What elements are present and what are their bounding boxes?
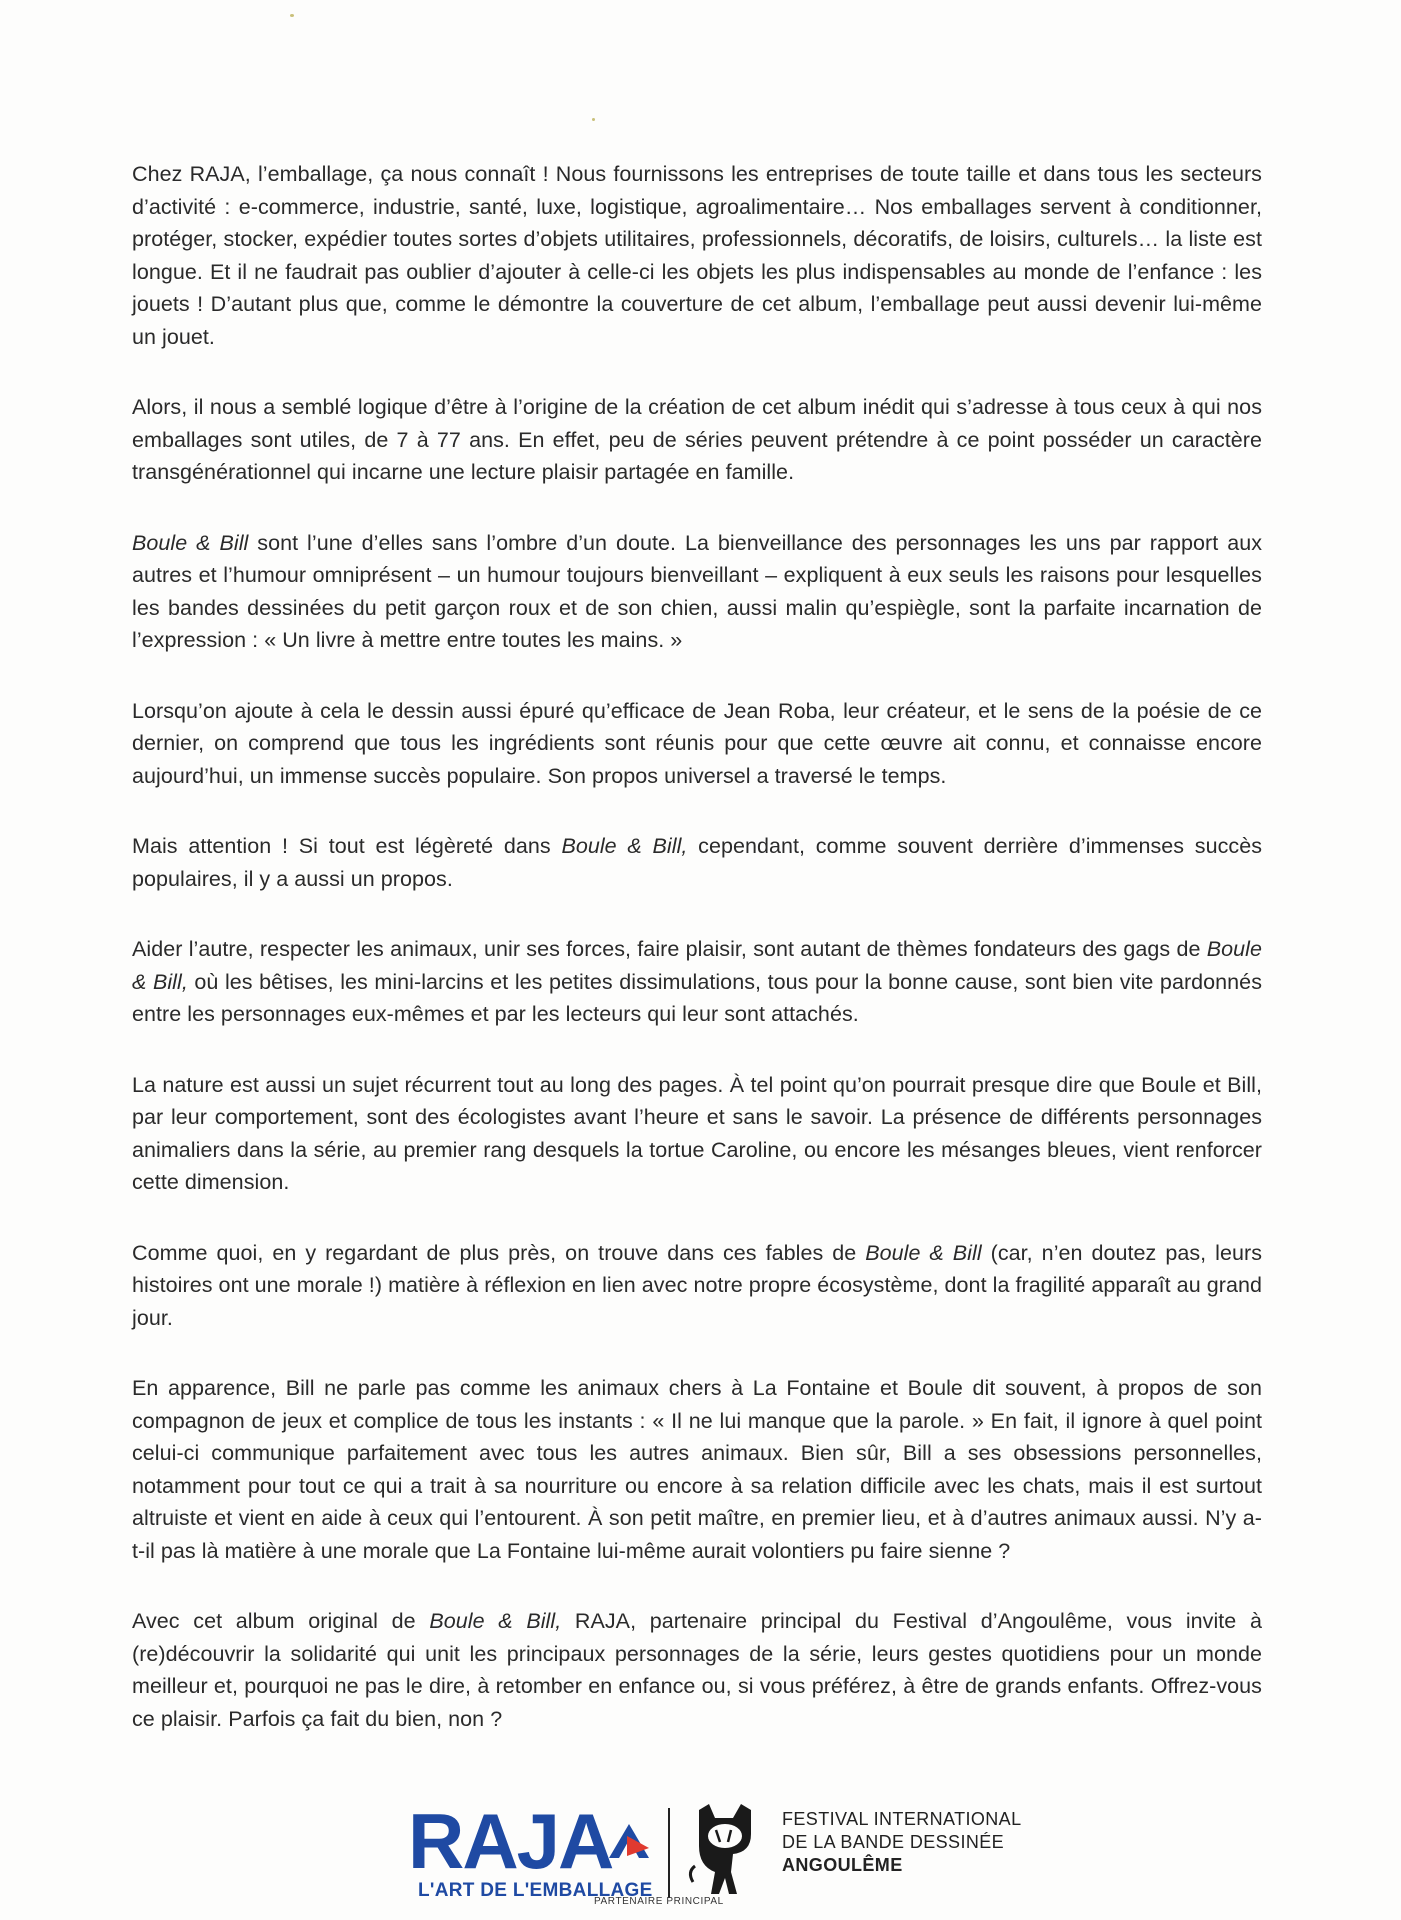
festival-line2: DE LA BANDE DESSINÉE bbox=[782, 1832, 1005, 1852]
raja-tagline: L'ART DE L'EMBALLAGE bbox=[418, 1880, 653, 1901]
paragraph bbox=[132, 1372, 1262, 1567]
italic-title: Boule & Bill bbox=[132, 530, 249, 555]
footer-logos bbox=[0, 1790, 1401, 1920]
paragraph bbox=[132, 695, 1262, 793]
text-run: sont l’une d’elles sans l’ombre d’un doute. La bienveillance des personnages les uns par rapport aux autres et l’humour omniprésent – un humour toujours bienveillant – expliquent à eux seuls les raisons pour lesquelles les bandes dessinées du petit garçon roux et de son chien, aussi malin qu’espiègle, sont la parfaite incarnation de l’expression : « Un livre à mettre entre toutes les mains. » bbox=[132, 530, 1263, 652]
text-run: Mais attention ! Si tout est légèreté dans bbox=[132, 834, 562, 858]
fauve-cat-icon bbox=[685, 1802, 765, 1902]
festival-line3: ANGOULÊME bbox=[782, 1855, 903, 1875]
paragraph bbox=[132, 933, 1262, 1031]
raja-logo-word: RAJA bbox=[408, 1797, 613, 1885]
logo-divider bbox=[668, 1808, 670, 1898]
paragraph bbox=[132, 830, 1262, 895]
scan-speck bbox=[290, 14, 294, 17]
italic-title: Boule & Bill, bbox=[132, 937, 1262, 994]
text-run: cependant, comme souvent derrière d’immenses succès populaires, il y a aussi un propos. bbox=[132, 834, 1263, 891]
text-run: RAJA, partenaire principal du Festival d’Angoulême, vous invite à (re)découvrir la solidarité qui unit les principaux personnages de la série, leurs gestes quotidiens pour un monde meilleur et, pourquoi ne pas le dire, à retomber en enfance ou, si vous préférez, à être de grands enfants. Offrez-vous ce plaisir. Parfois ça fait du bien, non ? bbox=[132, 1609, 1262, 1731]
text-run: Aider l’autre, respecter les animaux, unir ses forces, faire plaisir, sont autant de thèmes fondateurs des gags de bbox=[132, 937, 1207, 961]
text-run: où les bêtises, les mini-larcins et les petites dissimulations, tous pour la bonne cause, sont bien vite pardonnés entre les personnages eux-mêmes et par les lecteurs qui leur sont attachés. bbox=[132, 969, 1262, 1026]
text-run: Lorsqu’on ajoute à cela le dessin aussi épuré qu’efficace de Jean Roba, leur créateur, et le sens de la poésie de ce dernier, on comprend que tous les ingrédients sont réunis pour que cette œuvre ait connu, et connaisse encore aujourd’hui, un immense succès populaire. Son propos universel a traversé le temps. bbox=[132, 698, 1262, 788]
paragraph bbox=[132, 1605, 1262, 1735]
italic-title: Boule & Bill, bbox=[561, 834, 688, 858]
text-run: Avec cet album original de bbox=[132, 1609, 430, 1633]
paragraph bbox=[132, 158, 1262, 353]
text-run: Alors, il nous a semblé logique d’être à l’origine de la création de cet album inédit qui s’adresse à tous ceux à qui nos emballages sont utiles, de 7 à 77 ans. En effet, peu de séries peuvent prétendre à ce point posséder un caractère transgénérationnel qui incarne une lecture plaisir partagée en famille. bbox=[132, 395, 1262, 484]
italic-title: Boule & Bill bbox=[865, 1240, 982, 1265]
text-run: En apparence, Bill ne parle pas comme les animaux chers à La Fontaine et Boule dit souvent, à propos de son compagnon de jeux et complice de tous les instants : « Il ne lui manque que la parole. » En fait, il ignore à quel point celui-ci communique parfaitement avec tous les autres animaux. Bien sûr, Bill a ses obsessions personnelles, notamment pour tout ce qui a trait à sa nourriture ou encore à sa relation difficile avec les chats, mais il est surtout altruiste et vient en aide à ceux qui l’entourent. À son petit maître, en premier lieu, et à d’autres animaux aussi. N’y a-t-il pas là matière à une morale que La Fontaine lui-même aurait volontiers pu faire sienne ? bbox=[132, 1376, 1262, 1563]
text-run: (car, n’en doutez pas, leurs histoires ont une morale !) matière à réflexion en lien avec notre propre écosystème, dont la fragilité apparaît au grand jour. bbox=[132, 1240, 1262, 1330]
text-run: Comme quoi, en y regardant de plus près, on trouve dans ces fables de bbox=[132, 1240, 866, 1265]
text-run: La nature est aussi un sujet récurrent tout au long des pages. À tel point qu’on pourrait presque dire que Boule et Bill, par leur comportement, sont des écologistes avant l’heure et sans le savoir. La présence de différents personnages animaliers dans la série, au premier rang desquels la tortue Caroline, ou encore les mésanges bleues, vient renforcer cette dimension. bbox=[132, 1072, 1262, 1194]
raja-flag-icon bbox=[605, 1822, 651, 1864]
paragraph bbox=[132, 391, 1262, 489]
paragraph bbox=[132, 527, 1262, 657]
festival-line1: FESTIVAL INTERNATIONAL bbox=[782, 1809, 1022, 1829]
scan-speck bbox=[592, 118, 595, 121]
italic-title: Boule & Bill, bbox=[429, 1609, 562, 1633]
paragraph bbox=[132, 1237, 1262, 1335]
paragraph bbox=[132, 1069, 1262, 1199]
partner-label: PARTENAIRE PRINCIPAL bbox=[594, 1896, 724, 1907]
festival-title bbox=[782, 1808, 1022, 1877]
article-body bbox=[132, 158, 1262, 1773]
text-run: Chez RAJA, l’emballage, ça nous connaît ! Nous fournissons les entreprises de toute taille et dans tous les secteurs d’activité : e-commerce, industrie, santé, luxe, logistique, agroalimentaire… Nos emballages servent à conditionner, protéger, stocker, expédier toutes sortes d’objets utilitaires, professionnels, décoratifs, de loisirs, culturels… la liste est longue. Et il ne faudrait pas oublier d’ajouter à celle-ci les objets les plus indispensables au monde de l’enfance : les jouets ! D’autant plus que, comme le démontre la couverture de cet album, l’emballage peut aussi devenir lui-même un jouet. bbox=[132, 162, 1262, 349]
